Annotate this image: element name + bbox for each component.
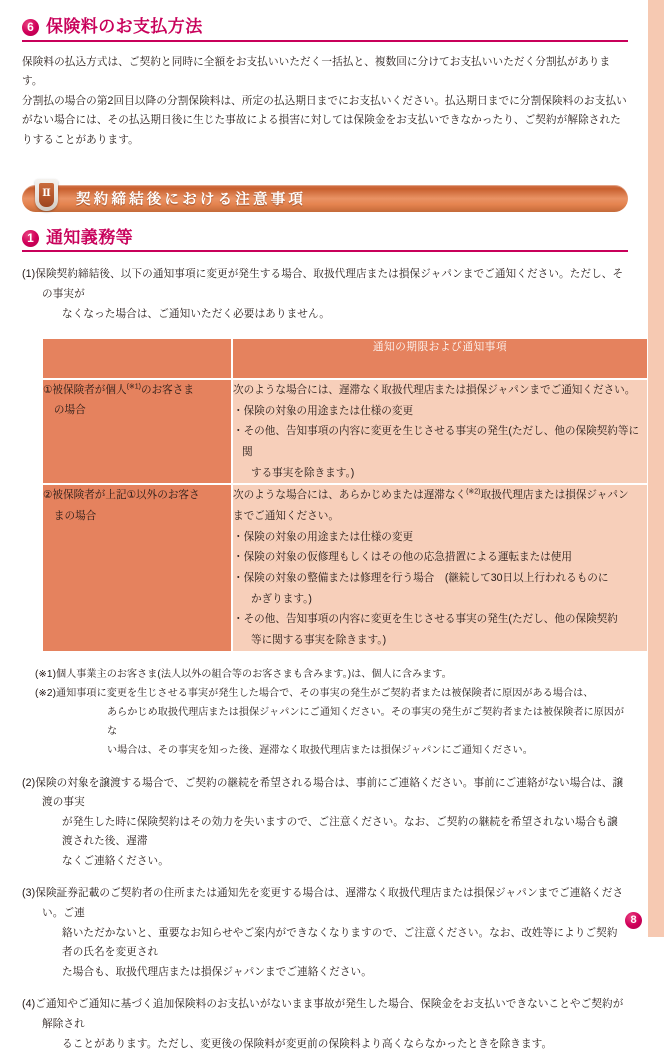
notice-lead-cont: までご通知ください。	[233, 510, 339, 523]
shield-numeral: Ⅱ	[39, 183, 54, 207]
table-cell-case-individual	[43, 380, 231, 483]
notice-bullet: ・保険の対象の整備または修理を行う場合 (継続して30日以上行われるものに かぎります。)	[233, 568, 647, 609]
notice-bullet: ・保険の対象の用途または仕様の変更	[233, 404, 414, 417]
footnote-marker-1: (※1)	[126, 383, 141, 391]
table-header-notice-terms: 通知の期限および通知事項	[233, 339, 647, 378]
chapter-banner-title: 契約締結後における注意事項	[76, 191, 307, 208]
notice-bullet: ・保険の対象の用途または仕様の変更	[233, 530, 414, 543]
table-header-row	[43, 339, 647, 378]
page-number-badge: 8	[625, 912, 642, 929]
section-number-badge: 6	[22, 19, 39, 36]
right-edge-decorative-strip	[648, 0, 664, 937]
notice-bullet-wrap: かぎります。)	[251, 592, 312, 605]
notice-bullet-text: 保険の対象の仮修理もしくはその他の応急措置による運転または使用	[243, 551, 572, 564]
footnote-1	[22, 666, 628, 685]
notice-lead-text	[233, 485, 647, 526]
notice-bullet: ・その他、告知事項の内容に変更を生じさせる事実の発生(ただし、他の保険契約等に関 する事実を除きます。)	[233, 421, 647, 483]
footnote-2-line3: い場合は、その事実を知った後、遅滞なく取扱代理店または損保ジャパンにご通知ください。	[107, 744, 533, 756]
notice-bullet-text: その他、告知事項の内容に変更を生じさせる事実の発生(ただし、他の保険契約	[243, 613, 618, 626]
notice-bullet-wrap: 等に関する事実を除きます。)	[251, 634, 387, 646]
list-item-1-line2: なくなった場合は、ご通知いただく必要はありません。	[62, 307, 330, 320]
case-label-line1: ①被保険者が個人	[42, 384, 127, 397]
table-row	[43, 485, 647, 650]
table-cell-notice-other	[233, 485, 647, 650]
notice-bullet-wrap: する事実を除きます。)	[251, 466, 355, 479]
footnote-2	[22, 685, 628, 761]
footnote-2-line1: (※2)通知事項に変更を生じさせる事実が発生した場合で、その事実の発生がご契約者または被保険者に原因がある場合は、	[35, 687, 594, 699]
list-item-2-line1: (2)保険の対象を譲渡する場合で、ご契約の継続を希望される場合は、事前にご連絡ください。事前にご連絡がない場合は、譲渡の事実	[22, 776, 624, 809]
paragraph-payment-2: 分割払の場合の第2回目以降の分割保険料は、所定の払込期日までにお支払いください。払込期日までに分割保険料のお支払いがない場合には、その払込期日後に生じた事故による損害に対しては保険金をお支払いできなかったり、ご契約が解除されたりすることがあります。	[22, 94, 627, 147]
list-item-3	[22, 884, 628, 982]
list-item-3-line3: た場合も、取扱代理店または損保ジャパンまでご連絡ください。	[62, 965, 372, 978]
table-cell-notice-individual	[233, 380, 647, 483]
notice-bullet: ・保険の対象の仮修理もしくはその他の応急措置による運転または使用	[233, 551, 572, 564]
list-item-1	[22, 265, 628, 324]
notice-bullet-text: その他、告知事項の内容に変更を生じさせる事実の発生(ただし、他の保険契約等に関	[242, 425, 640, 459]
list-item-2	[22, 774, 628, 872]
case-label-line2: まの場合	[53, 509, 97, 522]
table-header-blank	[43, 339, 231, 378]
chapter-banner	[22, 185, 628, 212]
list-item-4-line1: (4)ご通知やご通知に基づく追加保険料のお支払いがないまま事故が発生した場合、保険金をお支払いできないことやご契約が解除され	[22, 998, 624, 1031]
list-item-3-line2: 絡いただかないと、重要なお知らせやご案内ができなくなりますので、ご注意ください。なお、改姓等によりご契約者の氏名を変更され	[62, 926, 618, 959]
notice-lead-text: 次のような場合には、遅滞なく取扱代理店または損保ジャパンまでご通知ください。	[233, 384, 636, 397]
footnote-list	[22, 666, 628, 761]
section-heading-payment-method	[22, 18, 628, 42]
case-label-line2: の場合	[53, 404, 86, 417]
list-item-1-line1: (1)保険契約締結後、以下の通知事項に変更が発生する場合、取扱代理店または損保ジャパンまでご通知ください。ただし、その事実が	[22, 268, 624, 300]
section-number-badge: 1	[22, 230, 39, 247]
table-row	[43, 380, 647, 483]
section-title: 通知義務等	[46, 227, 133, 247]
paragraph-payment-1: 保険料の払込方式は、ご契約と同時に全額をお支払いいただく一括払と、複数回に分けてお支払いいただく分割払があります。	[22, 55, 611, 88]
notice-lead-part2: 取扱代理店または損保ジャパン	[480, 489, 629, 502]
notice-bullet-text: 保険の対象の用途または仕様の変更	[243, 530, 414, 543]
list-item-2-line2: が発生した時に保険契約はその効力を失いますので、ご注意ください。なお、ご契約の継続を希望されない場合も譲渡された後、遅滞	[62, 815, 618, 848]
notice-bullet-text: 保険の対象の整備または修理を行う場合 (継続して30日以上行われるものに	[243, 572, 609, 585]
notice-lead-part1: 次のような場合には、あらかじめまたは遅滞なく	[233, 489, 467, 502]
list-item-4-line2: ることがあります。ただし、変更後の保険料が変更前の保険料より高くならなかったときを除きます。	[62, 1037, 553, 1050]
notification-table	[41, 337, 649, 653]
shield-icon	[35, 179, 58, 211]
list-item-4	[22, 995, 628, 1054]
case-label-line1b: のお客さま	[140, 384, 194, 397]
footnote-2-line2: あらかじめ取扱代理店または損保ジャパンにご通知ください。その事実の発生がご契約者または被保険者に原因がな	[107, 706, 625, 737]
list-item-3-line1: (3)保険証券記載のご契約者の住所または通知先を変更する場合は、遅滞なく取扱代理店または損保ジャパンまでご連絡ください。ご連	[22, 887, 624, 920]
section-title: 保険料のお支払方法	[46, 17, 203, 36]
case-label-line1: ②被保険者が上記①以外のお客さ	[42, 489, 200, 502]
notice-bullet: ・その他、告知事項の内容に変更を生じさせる事実の発生(ただし、他の保険契約 等に関する事実を除きます。)	[233, 609, 647, 650]
section-heading-notification-duty	[22, 229, 628, 253]
table-cell-case-other	[43, 485, 231, 650]
notice-bullet-text: 保険の対象の用途または仕様の変更	[243, 404, 414, 417]
footnote-marker-2: (※2)	[466, 488, 481, 496]
footnote-1-line1: (※1)個人事業主のお客さま(法人以外の組合等のお客さまも含みます。)は、個人に含みます。	[35, 668, 452, 680]
list-item-2-line3: なくご連絡ください。	[62, 854, 169, 867]
